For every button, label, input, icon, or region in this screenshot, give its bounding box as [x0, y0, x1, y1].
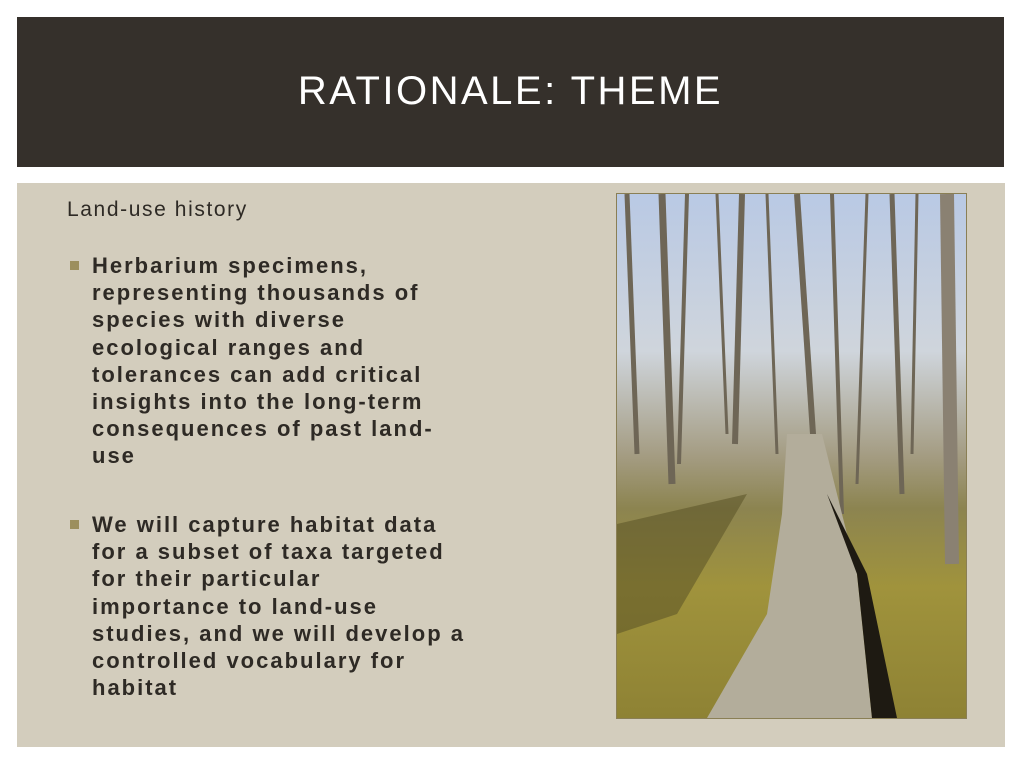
bullet-line: controlled vocabulary for	[92, 648, 407, 674]
bullet-line: studies, and we will develop a	[92, 620, 465, 646]
bullet-square-icon	[70, 520, 79, 529]
bullet-line: tolerances can add critical	[92, 361, 423, 387]
bullet-square-icon	[70, 261, 79, 270]
bullet-line: species with diverse	[92, 307, 346, 333]
bullet-line: representing thousands of	[92, 280, 420, 306]
slide-subtitle: Land-use history	[67, 198, 248, 221]
slide-title: RATIONALE: THEME	[297, 68, 724, 113]
bullet-line: importance to land-use	[92, 593, 379, 619]
bullet-line: insights into the long-term	[92, 389, 424, 415]
bullet-line: for their particular	[92, 566, 322, 592]
bullet-line: We will capture habitat data	[92, 512, 438, 537]
bullet-line: use	[92, 443, 136, 469]
forest-illustration	[617, 194, 966, 718]
bullet-line: for a subset of taxa targeted	[92, 539, 445, 565]
bullet-line: Herbarium specimens,	[92, 253, 368, 278]
bullet-line: consequences of past land-	[92, 416, 434, 442]
forest-stone-wall-photo	[616, 193, 967, 719]
bullet-line: habitat	[92, 675, 179, 701]
title-bar	[17, 17, 1004, 167]
bullet-line: ecological ranges and	[92, 334, 366, 360]
